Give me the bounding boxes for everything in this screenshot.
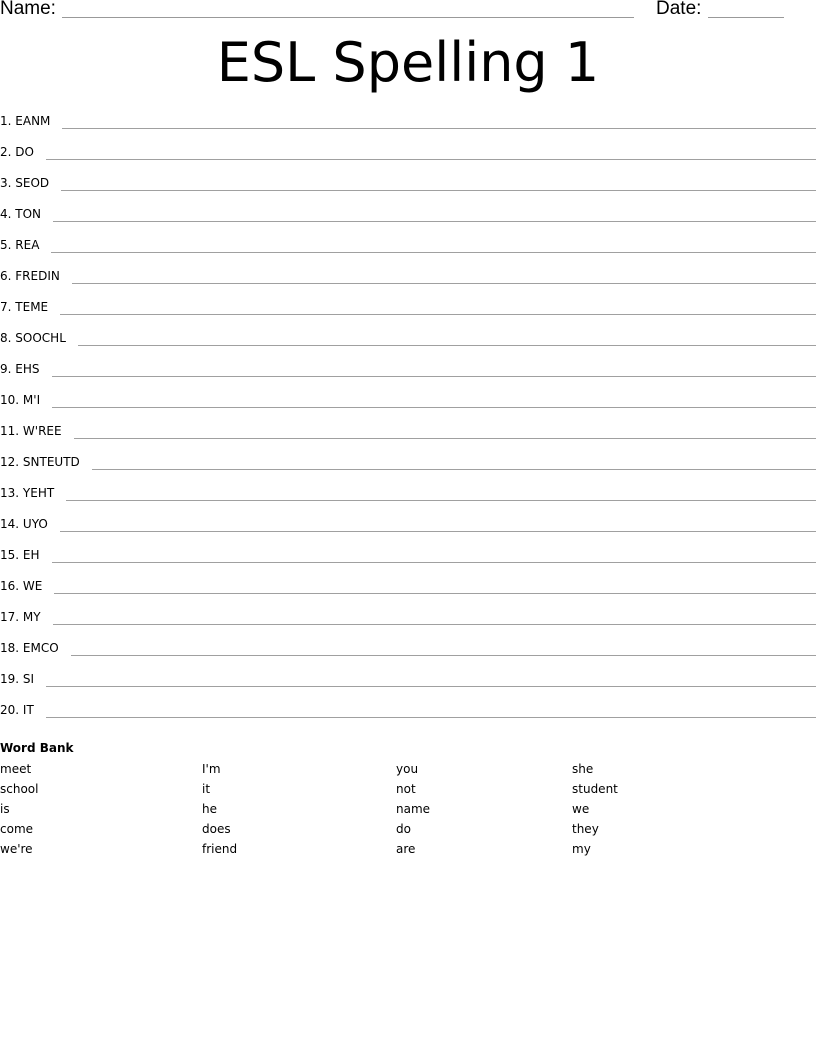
scrambled-word xyxy=(0,297,60,317)
question-number: 5. xyxy=(0,238,12,252)
question-row xyxy=(0,390,816,421)
word-bank-word: not xyxy=(396,782,416,796)
word-bank-word: it xyxy=(202,782,211,796)
question-number: 11. xyxy=(0,424,20,438)
scrambled-letters: UYO xyxy=(22,517,48,531)
answer-line[interactable] xyxy=(51,235,816,253)
word-bank-title: Word Bank xyxy=(0,741,74,755)
word-bank-column xyxy=(202,759,237,859)
question-row xyxy=(0,514,816,545)
question-row xyxy=(0,576,816,607)
word-bank-word: come xyxy=(0,822,34,836)
scrambled-word xyxy=(0,669,46,689)
scrambled-letters: SOOCHL xyxy=(15,331,66,345)
word-bank-word: I'm xyxy=(202,762,221,776)
question-number: 17. xyxy=(0,610,20,624)
scrambled-letters: SNTEUTD xyxy=(22,455,80,469)
answer-line[interactable] xyxy=(52,545,816,563)
question-number: 7. xyxy=(0,300,12,314)
answer-line[interactable] xyxy=(92,452,816,470)
scrambled-letters: REA xyxy=(15,238,40,252)
question-row xyxy=(0,111,816,142)
scrambled-word xyxy=(0,700,46,720)
word-bank-word: they xyxy=(572,822,599,836)
scrambled-word xyxy=(0,390,52,410)
question-row xyxy=(0,638,816,669)
question-number: 1. xyxy=(0,114,12,128)
scrambled-letters: TEME xyxy=(15,300,49,314)
scrambled-word xyxy=(0,576,54,596)
date-field-line[interactable] xyxy=(708,17,784,18)
scrambled-letters: W'REE xyxy=(22,424,62,438)
word-bank-word: friend xyxy=(202,842,238,856)
question-number: 19. xyxy=(0,672,20,686)
word-bank-column xyxy=(396,759,430,859)
answer-line[interactable] xyxy=(62,111,816,129)
scrambled-word xyxy=(0,204,53,224)
answer-line[interactable] xyxy=(46,142,816,160)
word-bank xyxy=(0,739,816,867)
question-row xyxy=(0,669,816,700)
question-number: 15. xyxy=(0,548,20,562)
scrambled-letters: EANM xyxy=(15,114,51,128)
answer-line[interactable] xyxy=(71,638,816,656)
scrambled-letters: WE xyxy=(22,579,43,593)
scrambled-word xyxy=(0,607,53,627)
word-bank-word: are xyxy=(396,842,416,856)
question-number: 10. xyxy=(0,393,20,407)
answer-line[interactable] xyxy=(60,297,816,315)
answer-line[interactable] xyxy=(46,669,816,687)
word-bank-word: school xyxy=(0,782,39,796)
answer-line[interactable] xyxy=(78,328,816,346)
answer-line[interactable] xyxy=(53,607,816,625)
question-row xyxy=(0,452,816,483)
scrambled-letters: IT xyxy=(22,703,34,717)
word-bank-word: name xyxy=(396,802,431,816)
scrambled-letters: YEHT xyxy=(22,486,55,500)
answer-line[interactable] xyxy=(60,514,816,532)
word-bank-word: does xyxy=(202,822,231,836)
answer-line[interactable] xyxy=(46,700,816,718)
date-label: Date: xyxy=(656,0,702,19)
scrambled-letters: DO xyxy=(15,145,34,159)
question-number: 18. xyxy=(0,641,20,655)
question-number: 9. xyxy=(0,362,12,376)
scrambled-word xyxy=(0,328,78,348)
question-row xyxy=(0,545,816,576)
question-row xyxy=(0,173,816,204)
question-number: 8. xyxy=(0,331,12,345)
scrambled-word xyxy=(0,545,52,565)
answer-line[interactable] xyxy=(52,390,816,408)
question-number: 12. xyxy=(0,455,20,469)
question-row xyxy=(0,359,816,390)
word-bank-word: you xyxy=(396,762,419,776)
scrambled-letters: SEOD xyxy=(15,176,50,190)
question-number: 13. xyxy=(0,486,20,500)
question-row xyxy=(0,204,816,235)
question-row xyxy=(0,700,816,731)
answer-line[interactable] xyxy=(66,483,816,501)
question-row xyxy=(0,235,816,266)
word-bank-word: student xyxy=(572,782,618,796)
scrambled-word xyxy=(0,235,51,255)
question-row xyxy=(0,142,816,173)
word-bank-column xyxy=(572,759,618,859)
word-bank-column xyxy=(0,759,38,859)
scrambled-word xyxy=(0,514,60,534)
question-number: 6. xyxy=(0,269,12,283)
word-bank-grid xyxy=(0,757,816,867)
word-bank-word: we xyxy=(572,802,590,816)
scrambled-word xyxy=(0,266,72,286)
scrambled-letters: SI xyxy=(22,672,35,686)
question-row xyxy=(0,483,816,514)
scrambled-letters: M'I xyxy=(22,393,41,407)
word-bank-word: my xyxy=(572,842,591,856)
question-number: 20. xyxy=(0,703,20,717)
worksheet-title: ESL Spelling 1 xyxy=(216,31,600,94)
answer-line[interactable] xyxy=(61,173,816,191)
scrambled-letters: TON xyxy=(15,207,42,221)
word-bank-word: do xyxy=(396,822,411,836)
question-row xyxy=(0,266,816,297)
word-bank-word: he xyxy=(202,802,217,816)
scrambled-word xyxy=(0,142,46,162)
question-list xyxy=(0,111,816,731)
scrambled-word xyxy=(0,359,52,379)
question-row xyxy=(0,297,816,328)
question-number: 14. xyxy=(0,517,20,531)
word-bank-word: we're xyxy=(0,842,33,856)
scrambled-word xyxy=(0,483,66,503)
name-field-line[interactable] xyxy=(62,17,634,18)
question-row xyxy=(0,607,816,638)
answer-line[interactable] xyxy=(54,576,816,594)
question-number: 2. xyxy=(0,145,12,159)
name-label: Name: xyxy=(0,0,56,19)
scrambled-letters: EMCO xyxy=(22,641,59,655)
scrambled-letters: MY xyxy=(22,610,41,624)
scrambled-word xyxy=(0,173,61,193)
scrambled-word xyxy=(0,111,62,131)
word-bank-word: she xyxy=(572,762,594,776)
scrambled-word xyxy=(0,638,71,658)
answer-line[interactable] xyxy=(74,421,816,439)
question-number: 16. xyxy=(0,579,20,593)
scrambled-word xyxy=(0,452,92,472)
question-number: 4. xyxy=(0,207,12,221)
worksheet-header xyxy=(0,0,816,22)
word-bank-word: is xyxy=(0,802,10,816)
scrambled-letters: FREDIN xyxy=(15,269,60,283)
answer-line[interactable] xyxy=(53,204,816,222)
answer-line[interactable] xyxy=(72,266,816,284)
scrambled-letters: EHS xyxy=(15,362,40,376)
word-bank-word: meet xyxy=(0,762,32,776)
scrambled-word xyxy=(0,421,74,441)
answer-line[interactable] xyxy=(52,359,816,377)
question-number: 3. xyxy=(0,176,12,190)
question-row xyxy=(0,421,816,452)
scrambled-letters: EH xyxy=(22,548,40,562)
question-row xyxy=(0,328,816,359)
